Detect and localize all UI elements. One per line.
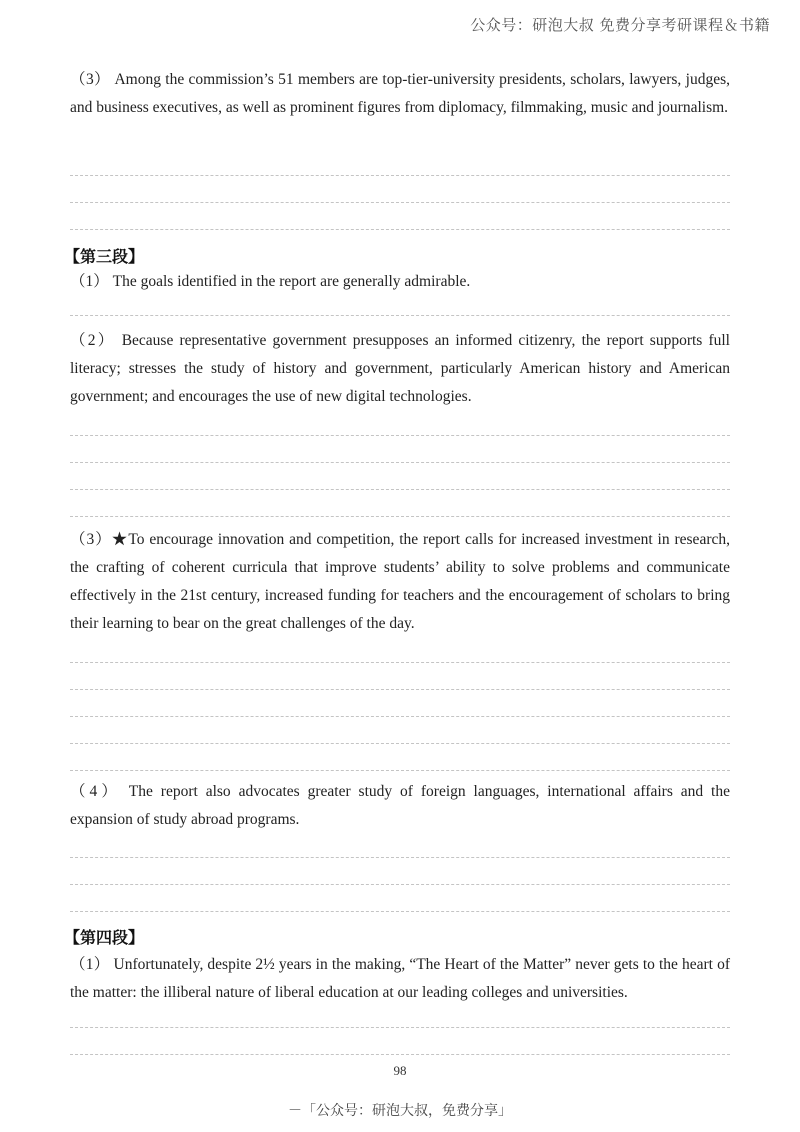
answer-line[interactable] bbox=[70, 435, 730, 436]
answer-line[interactable] bbox=[70, 489, 730, 490]
sentence-s2-3: （3） Among the commission’s 51 members are top-tier-university presidents, scholars, lawyers, judges, and business executives, as well as prominent figures from diplomacy, filmmaking, music and journalism. bbox=[70, 71, 730, 116]
answer-line[interactable] bbox=[70, 462, 730, 463]
header-watermark: 公众号：研泡大叔 免费分享考研课程＆书籍 bbox=[470, 16, 770, 34]
section-heading-4: 【第四段】 bbox=[64, 928, 145, 947]
footer-watermark: －「公众号：研泡大叔，免费分享」 bbox=[288, 1103, 512, 1119]
answer-line[interactable] bbox=[70, 662, 730, 663]
answer-line[interactable] bbox=[70, 175, 730, 176]
answer-line[interactable] bbox=[70, 229, 730, 230]
sentence-s3-1: （1） The goals identified in the report are generally admirable. bbox=[70, 273, 471, 290]
answer-line[interactable] bbox=[70, 689, 730, 690]
answer-line[interactable] bbox=[70, 743, 730, 744]
answer-line[interactable] bbox=[70, 1027, 730, 1028]
answer-line[interactable] bbox=[70, 202, 730, 203]
answer-line[interactable] bbox=[70, 716, 730, 717]
section-heading-3: 【第三段】 bbox=[64, 247, 145, 266]
answer-line[interactable] bbox=[70, 315, 730, 316]
answer-line[interactable] bbox=[70, 857, 730, 858]
answer-line[interactable] bbox=[70, 516, 730, 517]
sentence-s4-1: （1） Unfortunately, despite 2½ years in the making, “The Heart of the Matter” never gets to the heart of the matter: the illiberal nature of liberal education at our leading colleges and universities. bbox=[70, 956, 730, 1001]
answer-line[interactable] bbox=[70, 911, 730, 912]
sentence-s3-4: （4） The report also advocates greater study of foreign languages, international affairs and the expansion of study abroad programs. bbox=[70, 783, 730, 828]
answer-line[interactable] bbox=[70, 1054, 730, 1055]
sentence-s3-2: （2） Because representative government presupposes an informed citizenry, the report supports full literacy; stresses the study of history and government, particularly American history and American government; and encourages the use of new digital technologies. bbox=[70, 332, 730, 405]
answer-line[interactable] bbox=[70, 770, 730, 771]
answer-line[interactable] bbox=[70, 884, 730, 885]
page-number: 98 bbox=[393, 1063, 407, 1078]
sentence-s3-3: （3）★To encourage innovation and competition, the report calls for increased investment in research, the crafting of coherent curricula that improve students’ ability to solve problems and communicate effectively in the 21st century, increased funding for teachers and the encouragement of scholars to bring their learning to bear on the great challenges of the day. bbox=[70, 531, 730, 632]
